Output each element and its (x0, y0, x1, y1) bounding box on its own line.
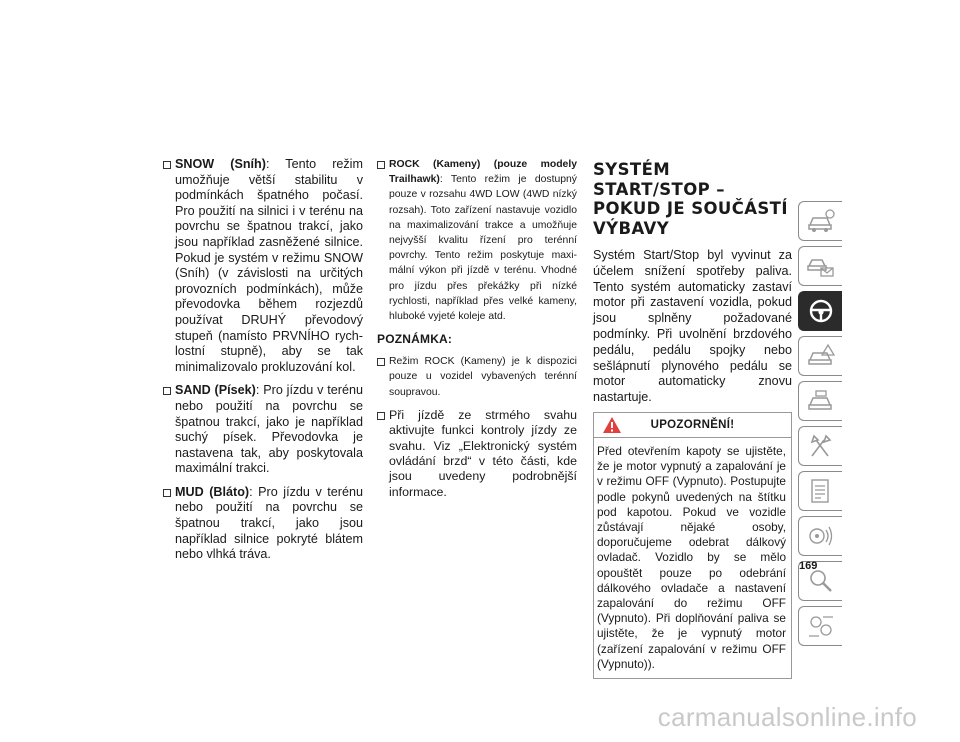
section-paragraph: Systém Start/Stop byl vyvinut za účelem snížení spotřeby paliva. Tento systém automaticky zastaví motor při zastavení vozidla, pokud jsou splněny požadované podmínky. Při uvolnění brzdového pedálu, pedálu spojky nebo sešlápnutí plynového pedálu se motor automaticky znovu nastartuje. (593, 248, 792, 405)
list-item (163, 383, 363, 477)
bullet-square-icon (163, 489, 171, 497)
page-number: 169 (799, 560, 818, 572)
note-text: Režim ROCK (Kameny) je k dispozici pouze u vozidel vybavených terénní soupravou. (389, 356, 577, 398)
car-info-icon (806, 207, 836, 235)
note-heading: POZNÁMKA: (377, 332, 453, 347)
mode-term: MUD (Bláto) (175, 484, 250, 499)
note-text: Při jízdě ze strmého svahu aktivujte funkci kontroly jízdy ze svahu. Viz „Elektronický systém ovládání brzd“ v této části, kde jsou uvedeny podrobnější informace. (389, 407, 577, 499)
warning-box (593, 412, 792, 679)
mode-term: SAND (Písek) (175, 383, 256, 398)
specs-list-icon (806, 477, 836, 505)
list-item (163, 157, 363, 375)
warning-label: UPOZORNĚNÍ! (650, 418, 735, 431)
tab-warning-car[interactable] (798, 336, 842, 376)
mode-text: : Tento režim je dostupný pouze v rozsahu 4WD LOW (4WD nízký rozsah). Toto zařízení nastavuje vozidlo na maximalizování trakce a umožňuje nejvyšší kvalitu řízení pro terénní povrchy. Tento režim poskytuje maximální výkon při jízdě v terénu. Vhodné pro jízdu přes překážky při nízké rychlosti, například přes velké kameny, hluboké vyjeté koleje atd. (389, 174, 577, 323)
tab-car-envelope[interactable] (798, 246, 842, 286)
steering-wheel-icon (806, 297, 836, 325)
car-service-icon (806, 387, 836, 415)
bullet-square-icon (377, 412, 385, 420)
car-envelope-icon (806, 252, 836, 280)
tools-icon (806, 432, 836, 460)
tab-car-service[interactable] (798, 381, 842, 421)
warning-text: Před otevřením kapoty se ujistěte, že je motor vypnutý a zapalování je v režimu OFF (Vypnuto). Postupujte podle pokynů uvedených na štítku pod kapotou. Pokud ve vozidle zůstávají nějaké osoby, doporučujeme odebrat dálkový ovladač. Vozidlo by se mělo opouštět pouze po odebrání dálkového ovladače a nastavení zapalování do režimu OFF (Vypnuto). Při doplňování paliva se ujistěte, že je vypnutý motor (zařízení zapalování v režimu OFF (Vypnuto)). (597, 443, 786, 671)
list-item (377, 157, 577, 324)
tab-steering-wheel[interactable] (798, 291, 842, 331)
language-index-icon (806, 612, 836, 640)
tab-language-index[interactable] (798, 606, 842, 646)
tab-specs-list[interactable] (798, 471, 842, 511)
mode-text: : Pro jízdu v terénu nebo použití na povrchu se špatnou trakcí, jako je například suchý písek. Převodovka je nastavena tak, aby poskytovala maximální trakci. (175, 383, 364, 476)
warning-car-icon (806, 342, 836, 370)
warning-header (594, 413, 791, 438)
note-item (377, 408, 577, 500)
mode-term: SNOW (Sníh) (175, 157, 266, 171)
watermark: carmanualsonline.info (657, 702, 917, 732)
multimedia-icon (806, 522, 836, 550)
tab-multimedia[interactable] (798, 516, 842, 556)
section-title: SYSTÉM START/STOP – POKUD JE SOUČÁSTÍ VÝBAVY (593, 160, 788, 238)
bullet-square-icon (377, 161, 385, 169)
tab-tools[interactable] (798, 426, 842, 466)
list-item (163, 485, 363, 563)
note-item (377, 354, 577, 400)
left-column (163, 157, 363, 571)
middle-column (377, 157, 577, 508)
bullet-square-icon (377, 358, 385, 366)
tab-car-info[interactable] (798, 201, 842, 241)
warning-triangle-icon (602, 416, 622, 434)
bullet-square-icon (163, 387, 171, 395)
mode-text: : Tento režim umožňuje větší stabilitu v podmínkách špatného počasí. Pro použití na silnici i v terénu na povrchu se špatnou trakcí, jako jsou například zasněžené silnice. Pokud je systém v režimu SNOW (Sníh) (v závislosti na určitých provozních podmínkách), může převodovka během rozjezdů používat DRUHÝ převodový stupeň (namísto PRVNÍHO rychlostní stupně), aby se tak minimalizovalo prokluzování kol. (175, 157, 363, 374)
chapter-tabs (798, 201, 842, 651)
right-column (593, 160, 792, 679)
bullet-square-icon (163, 161, 171, 169)
mode-text: : Pro jízdu v terénu nebo použití na povrchu se špatnou trakcí, jako jsou například silnice pokryté blátem nebo vlhká tráva. (175, 484, 363, 562)
mode-term: ROCK (Kameny) (pouze modely Trailhawk) (389, 159, 577, 186)
